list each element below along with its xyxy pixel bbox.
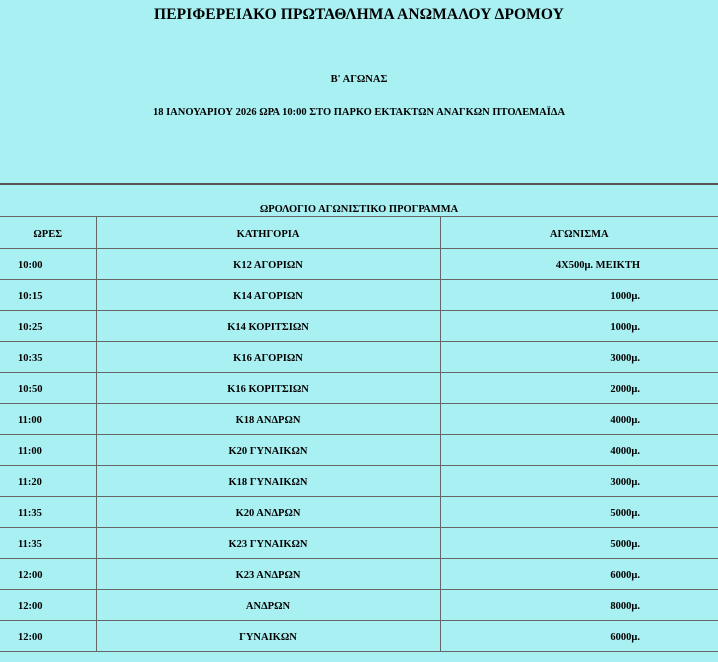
cell-time: 11:00 bbox=[0, 403, 96, 434]
cell-event-text: 8000μ. bbox=[610, 600, 640, 612]
table-row bbox=[0, 310, 718, 341]
cell-category: Κ20 ΑΝΔΡΩΝ bbox=[96, 496, 440, 527]
cell-event bbox=[440, 403, 718, 434]
cell-time: 12:00 bbox=[0, 558, 96, 589]
table-row bbox=[0, 620, 718, 651]
cell-category: Κ23 ΑΝΔΡΩΝ bbox=[96, 558, 440, 589]
table-row bbox=[0, 589, 718, 620]
cell-event-text: 4Χ500μ. ΜΕΙΚΤΗ bbox=[555, 259, 640, 271]
table-row bbox=[0, 434, 718, 465]
table-row bbox=[0, 496, 718, 527]
cell-event-text: 3000μ. bbox=[610, 352, 640, 364]
table-row bbox=[0, 527, 718, 558]
cell-category: Κ12 ΑΓΟΡΙΩΝ bbox=[96, 248, 440, 279]
cell-event bbox=[440, 496, 718, 527]
cell-time: 11:35 bbox=[0, 527, 96, 558]
table-row bbox=[0, 372, 718, 403]
cell-category: Κ16 ΚΟΡΙΤΣΙΩΝ bbox=[96, 372, 440, 403]
header-event: ΑΓΩΝΙΣΜΑ bbox=[440, 217, 718, 248]
cell-category: Κ18 ΓΥΝΑΙΚΩΝ bbox=[96, 465, 440, 496]
cell-category: Κ14 ΑΓΟΡΙΩΝ bbox=[96, 279, 440, 310]
cell-event-text: 4000μ. bbox=[610, 445, 640, 457]
cell-event bbox=[440, 465, 718, 496]
cell-category: Κ14 ΚΟΡΙΤΣΙΩΝ bbox=[96, 310, 440, 341]
cell-time: 10:35 bbox=[0, 341, 96, 372]
cell-event bbox=[440, 558, 718, 589]
venue-date-line: 18 ΙΑΝΟΥΑΡΙΟΥ 2026 ΩΡΑ 10:00 ΣΤΟ ΠΑΡΚΟ ΕΚΤΑΚΤΩΝ ΑΝΑΓΚΩΝ ΠΤΟΛΕΜΑΪΔΑ bbox=[152, 107, 566, 118]
cell-category: Κ18 ΑΝΔΡΩΝ bbox=[96, 403, 440, 434]
header-category: ΚΑΤΗΓΟΡΙΑ bbox=[96, 217, 440, 248]
cell-event bbox=[440, 527, 718, 558]
cell-event-text: 3000μ. bbox=[610, 476, 640, 488]
cell-time: 12:00 bbox=[0, 589, 96, 620]
cell-event-text: 4000μ. bbox=[610, 414, 640, 426]
cell-time: 11:35 bbox=[0, 496, 96, 527]
table-row bbox=[0, 341, 718, 372]
cell-event bbox=[440, 248, 718, 279]
document-title: ΠΕΡΙΦΕΡΕΙΑΚΟ ΠΡΩΤΑΘΛΗΜΑ ΑΝΩΜΑΛΟΥ ΔΡΟΜΟΥ bbox=[154, 6, 564, 23]
table-row bbox=[0, 403, 718, 434]
cell-category: Κ23 ΓΥΝΑΙΚΩΝ bbox=[96, 527, 440, 558]
cell-time: 10:15 bbox=[0, 279, 96, 310]
cell-time: 10:50 bbox=[0, 372, 96, 403]
round-label: Β' ΑΓΩΝΑΣ bbox=[330, 74, 388, 85]
cell-category: ΓΥΝΑΙΚΩΝ bbox=[96, 620, 440, 651]
cell-event bbox=[440, 620, 718, 651]
cell-event-text: 1000μ. bbox=[610, 290, 640, 302]
cell-event-text: 6000μ. bbox=[610, 569, 640, 581]
cell-event-text: 5000μ. bbox=[610, 538, 640, 550]
cell-event-text: 2000μ. bbox=[610, 383, 640, 395]
schedule-title: ΩΡΟΛΟΓΙΟ ΑΓΩΝΙΣΤΙΚΟ ΠΡΟΓΡΑΜΜΑ bbox=[0, 185, 718, 217]
cell-event bbox=[440, 279, 718, 310]
cell-event bbox=[440, 341, 718, 372]
schedule-table bbox=[0, 217, 718, 652]
cell-event bbox=[440, 589, 718, 620]
schedule-section bbox=[0, 183, 718, 652]
table-header-row bbox=[0, 217, 718, 248]
cell-category: Κ20 ΓΥΝΑΙΚΩΝ bbox=[96, 434, 440, 465]
cell-time: 11:00 bbox=[0, 434, 96, 465]
table-row bbox=[0, 248, 718, 279]
header-time: ΩΡΕΣ bbox=[0, 217, 96, 248]
cell-category: Κ16 ΑΓΟΡΙΩΝ bbox=[96, 341, 440, 372]
cell-time: 11:20 bbox=[0, 465, 96, 496]
cell-event-text: 1000μ. bbox=[610, 321, 640, 333]
cell-event bbox=[440, 434, 718, 465]
cell-event-text: 6000μ. bbox=[610, 631, 640, 643]
cell-time: 10:25 bbox=[0, 310, 96, 341]
cell-category: ΑΝΔΡΩΝ bbox=[96, 589, 440, 620]
table-row bbox=[0, 279, 718, 310]
cell-time: 12:00 bbox=[0, 620, 96, 651]
table-row bbox=[0, 465, 718, 496]
cell-event bbox=[440, 372, 718, 403]
table-row bbox=[0, 558, 718, 589]
cell-event bbox=[440, 310, 718, 341]
cell-event-text: 5000μ. bbox=[610, 507, 640, 519]
cell-time: 10:00 bbox=[0, 248, 96, 279]
